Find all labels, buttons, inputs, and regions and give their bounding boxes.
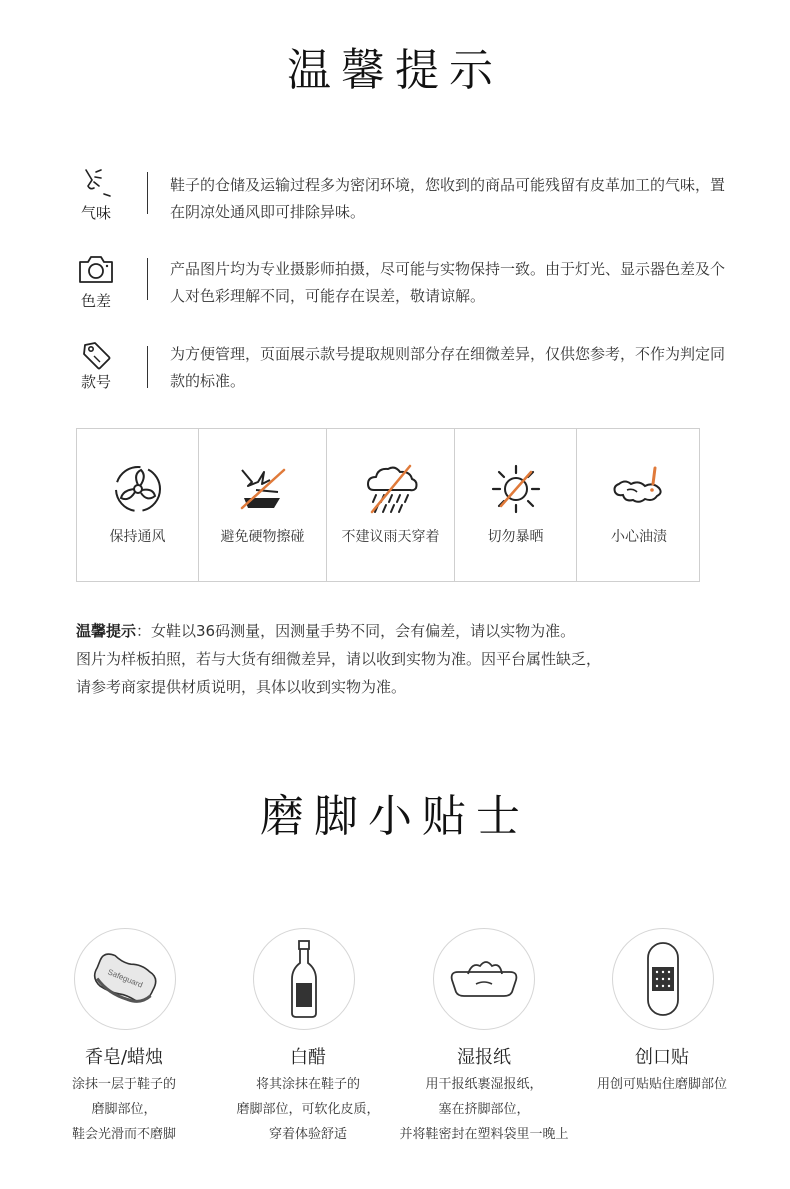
tag-icon	[66, 336, 126, 374]
tool-title: 白醋	[290, 1047, 326, 1068]
bandage-icon	[612, 928, 714, 1030]
note-line-3: 请参考商家提供材质说明，具体以收到实物为准。	[76, 678, 407, 696]
care-label: 不建议雨天穿着	[341, 529, 440, 545]
care-item-no-rain	[327, 429, 455, 581]
care-item-avoid-hard	[199, 429, 327, 581]
smell-icon	[66, 164, 126, 202]
divider	[147, 346, 148, 388]
no-rain-icon	[327, 459, 454, 519]
tip-label-color: 色差	[80, 292, 111, 310]
tip-text-smell: 鞋子的仓储及运输过程多为密闭环境，您收到的商品可能残留有皮革加工的气味，置在阴凉处通风即可排除异味。	[170, 176, 726, 221]
tool-title: 香皂/蜡烛	[84, 1047, 164, 1068]
care-instructions-panel	[76, 428, 700, 582]
care-label: 避免硬物擦碰	[220, 529, 305, 545]
vinegar-bottle-icon	[253, 928, 355, 1030]
no-hard-objects-icon	[199, 459, 326, 519]
tool-title: 湿报纸	[457, 1047, 511, 1068]
oil-stain-icon	[577, 459, 701, 519]
section-title-tips: 温馨提示	[287, 45, 503, 96]
soap-brand-text: Safeguard	[106, 967, 144, 990]
note-line-1: 温馨提示：女鞋以36码测量，因测量手势不同，会有偏差，请以实物为准。	[76, 622, 576, 640]
divider	[147, 172, 148, 214]
note-heading: 温馨提示	[76, 622, 137, 640]
tip-text-style: 为方便管理，页面展示款号提取规则部分存在细微差异，仅供您参考，不作为判定同款的标准。	[170, 345, 726, 390]
tool-title: 创口贴	[635, 1047, 689, 1068]
tool-desc: 将其涂抹在鞋子的 磨脚部位，可软化皮质， 穿着体验舒适	[236, 1077, 380, 1142]
care-label: 保持通风	[109, 529, 166, 545]
divider	[147, 258, 148, 300]
no-sun-icon	[455, 459, 576, 519]
fan-icon	[77, 459, 198, 519]
tip-label-smell: 气味	[80, 204, 111, 222]
tool-desc: 涂抹一层于鞋子的 磨脚部位， 鞋会光滑而不磨脚	[71, 1077, 176, 1142]
care-label: 切勿暴晒	[487, 529, 544, 545]
wet-wipes-icon	[433, 928, 535, 1030]
tip-text-color: 产品图片均为专业摄影师拍摄，尽可能与实物保持一致。由于灯光、显示器色差及个人对色彩理解不同，可能存在误差，敬请谅解。	[170, 260, 726, 305]
soap-icon	[74, 928, 176, 1030]
care-label: 小心油渍	[611, 529, 667, 545]
care-item-oil	[577, 429, 701, 581]
care-item-ventilate	[77, 429, 199, 581]
note-line-2: 图片为样板拍照，若与大货有细微差异，请以收到实物为准。因平台属性缺乏，	[76, 650, 602, 668]
size-note	[76, 617, 716, 701]
tip-label-style: 款号	[80, 373, 111, 391]
tool-desc: 用干报纸裹湿报纸， 塞在挤脚部位， 并将鞋密封在塑料袋里一晚上	[399, 1077, 569, 1142]
section-title-blister-tips: 磨脚小贴士	[260, 791, 530, 842]
care-item-no-sun	[455, 429, 577, 581]
tool-desc: 用创可贴贴住磨脚部位	[596, 1077, 727, 1092]
camera-icon	[66, 250, 126, 288]
